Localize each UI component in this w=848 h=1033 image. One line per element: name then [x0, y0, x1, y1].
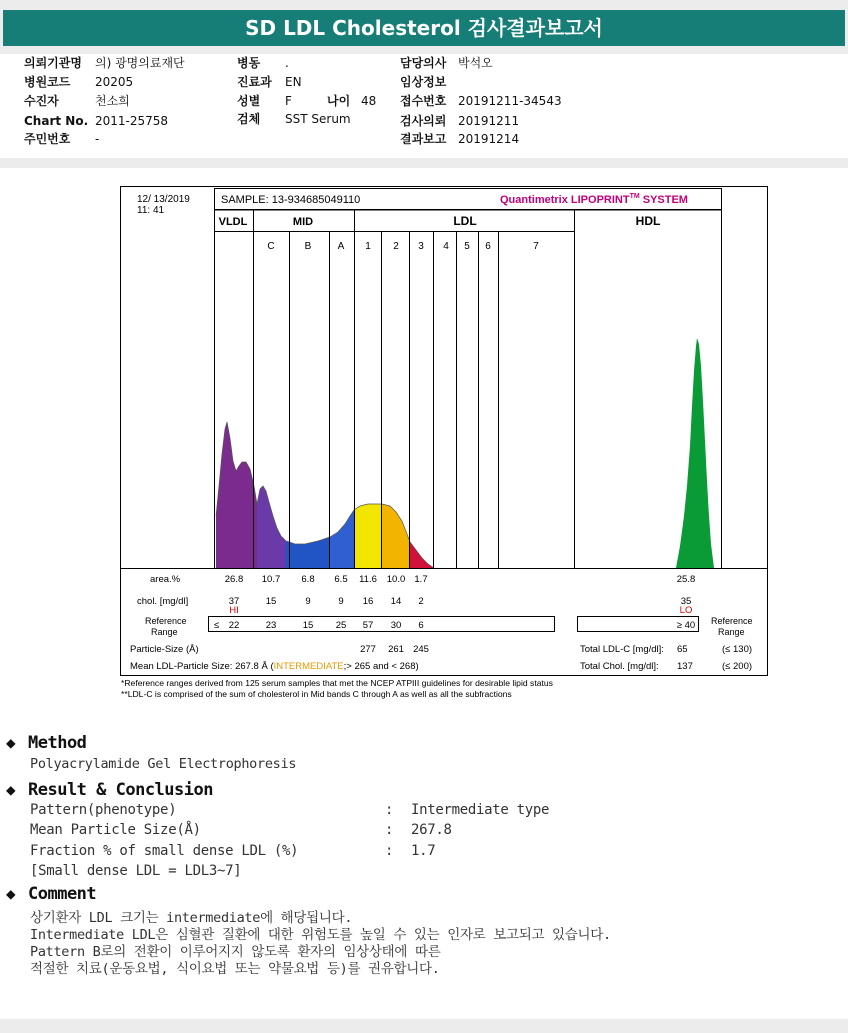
group-vldl: VLDL [218, 216, 248, 228]
area-value: 26.8 [224, 574, 244, 585]
ref-leq: ≤ [214, 620, 220, 631]
patient-info [0, 54, 848, 154]
ref-value: 25 [335, 620, 347, 631]
row-label: Range [151, 627, 178, 637]
info-value: 천소희 [95, 94, 130, 108]
hdl-chol-value: 35 [680, 596, 692, 607]
right-ref-label: Range [718, 627, 745, 637]
diamond-icon: ◆ [6, 884, 16, 903]
diamond-icon: ◆ [6, 733, 16, 752]
info-value: 의) 광명의료재단 [95, 56, 185, 70]
info-label: 주민번호 [24, 132, 71, 146]
ref-value: 6 [418, 620, 424, 631]
brand-label: Quantimetrix LIPOPRINT™ SYSTEM [500, 193, 688, 206]
info-label: 진료과 [237, 75, 272, 89]
info-value: . [285, 56, 289, 70]
ref-value: 15 [302, 620, 314, 631]
comment-line: Pattern B로의 전환이 이루어지지 않도록 환자의 임상상태에 따른 [30, 944, 441, 960]
info-label: 병원코드 [24, 75, 71, 89]
info-value: EN [285, 75, 302, 89]
hdl-ref-value: ≥ 40 [676, 620, 696, 631]
result-label: Pattern(phenotype) [30, 802, 177, 818]
total-chol-label: Total Chol. [mg/dl]: [580, 661, 659, 672]
result-value: Intermediate type [411, 802, 550, 818]
area-value: 6.5 [334, 574, 348, 585]
info-value: 20191211 [458, 114, 520, 128]
band-label: 1 [365, 241, 371, 252]
info-label: 병동 [237, 56, 261, 70]
info-value: 2011-25758 [95, 114, 169, 128]
band-label: 6 [485, 241, 491, 252]
method-heading: ◆ Method [6, 733, 87, 753]
info-label: 의뢰기관명 [24, 56, 82, 70]
info-value: 박석오 [458, 56, 493, 70]
info-label: 담당의사 [400, 56, 447, 70]
comment-heading: ◆ Comment [6, 884, 97, 904]
lo-flag: LO [679, 605, 693, 616]
info-label: 성별 [237, 94, 261, 108]
ref-value: 30 [390, 620, 402, 631]
comment-line: Intermediate LDL은 심혈관 질환에 대한 위험도를 높일 수 있는 인자로 보고되고 있습니다. [30, 927, 611, 943]
chart-frame [121, 187, 768, 676]
footnote: **LDL-C is comprised of the sum of cholesterol in Mid bands C through A as well as all the subfractions [121, 689, 512, 699]
group-mid: MID [292, 216, 314, 228]
info-label: 검체 [237, 112, 261, 126]
info-value: 48 [361, 94, 377, 108]
area-value: 11.6 [359, 574, 377, 585]
band-label: A [337, 241, 345, 252]
chol-value: 14 [390, 596, 402, 607]
info-label: 검사의뢰 [400, 114, 447, 128]
mean-size-text: Mean LDL-Particle Size: 267.8 Å (INTERMEDIATE;> 265 and < 268) [130, 661, 419, 672]
result-colon: : [385, 843, 394, 859]
chol-value: 9 [305, 596, 311, 607]
diamond-icon: ◆ [6, 780, 16, 799]
group-hdl: HDL [635, 214, 661, 228]
band-label: 3 [418, 241, 424, 252]
info-value: 20191214 [458, 132, 520, 146]
hi-flag: HI [229, 605, 239, 616]
band-label: B [304, 241, 312, 252]
chol-value: 37 [228, 596, 240, 607]
area-value: 1.7 [414, 574, 428, 585]
chart-date: 12/ 13/2019 [137, 194, 190, 205]
area-value: 10.7 [261, 574, 281, 585]
info-value: 20191211-34543 [458, 94, 562, 108]
lipoprint-chart [120, 186, 770, 704]
total-ldl-ref: (≤ 130) [722, 644, 753, 655]
chol-value: 16 [362, 596, 374, 607]
total-chol-value: 137 [677, 661, 693, 672]
title-bar [0, 0, 848, 54]
info-label: Chart No. [24, 114, 89, 128]
comment-line: 적절한 치료(운동요법, 식이요법 또는 약물요법 등)를 권유합니다. [30, 961, 440, 977]
row-label: Reference [145, 616, 187, 626]
footnote: *Reference ranges derived from 125 serum samples that met the NCEP ATPIII guidelines for desirable lipid status [121, 678, 553, 688]
ldl1-peak [354, 504, 382, 568]
info-value: 20205 [95, 75, 134, 89]
chol-value: 15 [265, 596, 277, 607]
band-label: 2 [393, 241, 399, 252]
info-value: - [95, 132, 100, 146]
result-note: [Small dense LDL = LDL3~7] [30, 863, 242, 879]
chol-value: 2 [418, 596, 424, 607]
right-ref-label: Reference [711, 616, 753, 626]
particle-size: 245 [413, 644, 429, 655]
result-heading: ◆ Result & Conclusion [6, 780, 213, 800]
info-label: 임상정보 [400, 75, 447, 89]
section-divider [0, 158, 848, 168]
total-ldl-value: 65 [677, 644, 688, 655]
chol-value: 9 [338, 596, 344, 607]
total-chol-ref: (≤ 200) [722, 661, 753, 672]
particle-size: 277 [360, 644, 376, 655]
total-ldl-label: Total LDL-C [mg/dl]: [580, 644, 664, 655]
row-label: chol. [mg/dl] [137, 596, 189, 607]
bottom-band [0, 1019, 848, 1033]
result-colon: : [385, 822, 394, 838]
info-label: 결과보고 [400, 132, 447, 146]
info-label: 접수번호 [400, 94, 447, 108]
band-label: 7 [533, 241, 539, 252]
hdl-area-value: 25.8 [676, 574, 696, 585]
info-label: 수진자 [24, 94, 59, 108]
band-label: C [267, 241, 275, 252]
row-label: area.% [150, 574, 181, 585]
area-value: 6.8 [301, 574, 315, 585]
ref-value: 22 [228, 620, 240, 631]
info-label: 나이 [327, 94, 351, 108]
result-label: Mean Particle Size(Å) [30, 822, 201, 838]
ref-value: 23 [265, 620, 277, 631]
result-label: Fraction % of small dense LDL (%) [30, 843, 299, 859]
band-label: 5 [464, 241, 470, 252]
result-colon: : [385, 802, 394, 818]
particle-size: 261 [388, 644, 404, 655]
method-text: Polyacrylamide Gel Electrophoresis [30, 756, 297, 772]
report-title: SD LDL Cholesterol 검사결과보고서 [3, 10, 845, 46]
comment-line: 상기환자 LDL 크기는 intermediate에 해당됩니다. [30, 910, 353, 926]
chart-time: 11: 41 [137, 205, 165, 216]
ref-value: 57 [362, 620, 374, 631]
info-value: F [285, 94, 292, 108]
area-value: 10.0 [386, 574, 406, 585]
band-label: 4 [443, 241, 449, 252]
group-ldl: LDL [453, 214, 477, 228]
particle-size-label: Particle-Size (Å) [130, 644, 199, 655]
sample-id: SAMPLE: 13-934685049110 [221, 194, 361, 206]
result-value: 267.8 [411, 822, 452, 838]
info-value: SST Serum [285, 112, 351, 126]
result-value: 1.7 [411, 843, 436, 859]
